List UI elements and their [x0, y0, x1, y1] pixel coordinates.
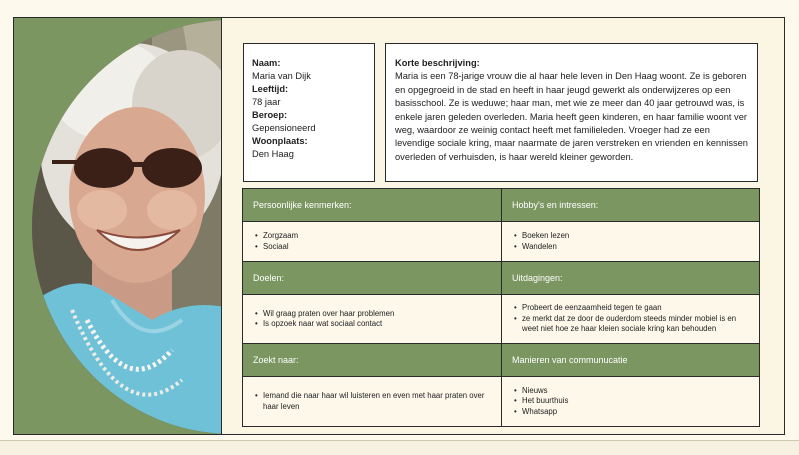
- city-value: Den Haag: [252, 149, 294, 159]
- list-item: • Boeken lezen: [514, 231, 753, 242]
- job-label: Beroep:: [252, 110, 288, 120]
- city-label: Woonplaats:: [252, 136, 308, 146]
- persona-info-box: [243, 43, 375, 182]
- goals-list: [243, 295, 501, 343]
- bottom-strip: [0, 441, 799, 455]
- job-value: Gepensioneerd: [252, 123, 316, 133]
- description-box: [385, 43, 758, 182]
- name-value: Maria van Dijk: [252, 71, 311, 81]
- traits-header: Persoonlijke kenmerken:: [243, 189, 501, 221]
- list-item: • Wandelen: [514, 242, 753, 253]
- list-item: • Iemand die naar haar wil luisteren en even met haar praten over haar leven: [255, 391, 495, 412]
- grid-divider: [501, 189, 502, 426]
- challenges-list: [502, 295, 759, 343]
- hobbies-header: Hobby's en intressen:: [502, 189, 759, 221]
- portrait-illustration: [32, 20, 222, 434]
- hobbies-list: [502, 222, 759, 261]
- list-item: • Sociaal: [255, 242, 495, 253]
- list-item: • Whatsapp: [514, 407, 753, 418]
- portrait-photo: [32, 20, 222, 434]
- traits-list: [243, 222, 501, 261]
- grid-divider: [243, 221, 759, 222]
- list-item: • Wil graag praten over haar problemen: [255, 309, 495, 320]
- seeks-header: Zoekt naar:: [243, 344, 501, 376]
- seeks-list: [243, 377, 501, 426]
- grid-divider: [243, 376, 759, 377]
- name-label: Naam:: [252, 58, 281, 68]
- age-label: Leeftijd:: [252, 84, 289, 94]
- divider: [221, 18, 222, 434]
- age-value: 78 jaar: [252, 97, 281, 107]
- list-item: • Zorgzaam: [255, 231, 495, 242]
- list-item: • Probeert de eenzaamheid tegen te gaan: [514, 303, 753, 314]
- list-item: • ze merkt dat ze door de ouderdom steeds minder mobiel is en weet niet hoe ze haar kleien sociale kring kan behouden: [514, 314, 753, 335]
- description-label: Korte beschrijving:: [395, 58, 480, 68]
- list-item: • Nieuws: [514, 386, 753, 397]
- communication-list: [502, 377, 759, 426]
- description-text: Maria is een 78-jarige vrouw die al haar hele leven in Den Haag woont. Ze is geboren en opgegroeid in de stad en heeft in haar jeugd gewerkt als onderwijzeres op een basisschool. Ze is weduwe; haar man, met wie ze meer dan 40 jaar getrouwd was, is enkele jaren geleden overleden. Maria heeft geen kinderen, en haar familie woont ver weg, waardoor ze weinig contact heeft met familieleden. Vroeger had ze een levendige sociale kring, maar naarmate de jaren verstreken en vrienden en kennissen overleden of verhuisden, is haar wereld kleiner geworden.: [395, 71, 748, 162]
- list-item: • Het buurthuis: [514, 396, 753, 407]
- grid-divider: [243, 343, 759, 344]
- challenges-header: Uitdagingen:: [502, 262, 759, 294]
- goals-header: Doelen:: [243, 262, 501, 294]
- persona-grid: [242, 188, 760, 427]
- grid-divider: [243, 294, 759, 295]
- photo-area: [14, 18, 222, 434]
- list-item: • Is opzoek naar wat sociaal contact: [255, 319, 495, 330]
- communication-header: Manieren van communucatie: [502, 344, 759, 376]
- grid-divider: [243, 261, 759, 262]
